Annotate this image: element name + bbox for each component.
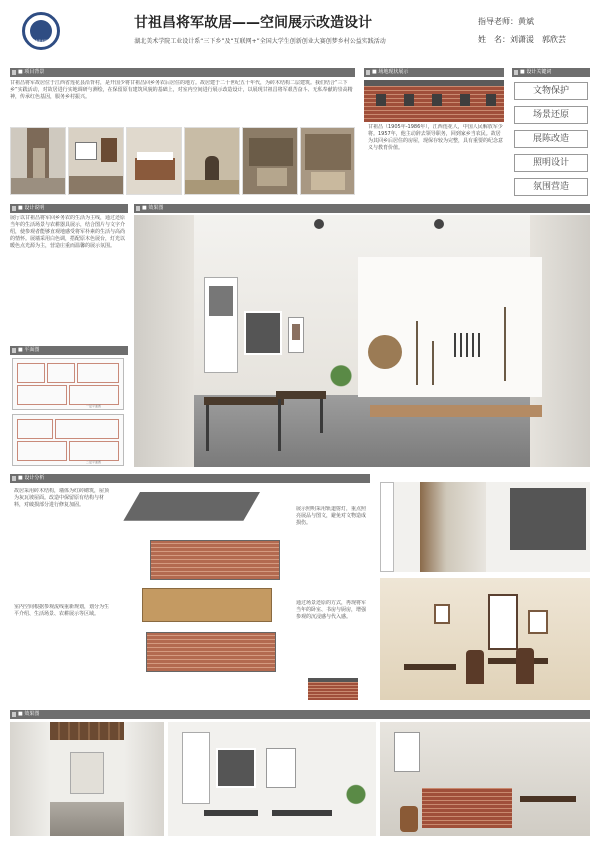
school-logo (22, 12, 60, 50)
concept-tag-4: 照明设计 (514, 154, 588, 172)
advisor-name: 黄斌 (518, 17, 534, 26)
photo-panel-1 (204, 277, 238, 373)
photo-panel-2 (244, 311, 282, 355)
woven-basket (368, 335, 402, 369)
display-case-panel (358, 257, 542, 397)
authors-label: 姓 名： (478, 35, 510, 44)
advisor-label: 指导老师： (478, 17, 518, 26)
render-kitchen-stove (380, 722, 590, 836)
render-portrait (380, 482, 590, 572)
floor-plan-1 (12, 358, 124, 410)
floor-plan-1-caption: 一层平面图 (86, 404, 102, 408)
section-background-header: ■ 项目背景 (10, 68, 355, 77)
design-text: 展厅以甘祖昌将军回乡务农的生活为主线，通过还原当年的生活场景与农耕器具展示，结合图片与文字介绍，使参观者能够直观地感受将军朴素的生活与高尚的情怀。展墙采用白色调，搭配原木色展台，灯光以暖色点光源为主，营造庄重而温馨的展示氛围。 (10, 215, 126, 249)
concept-tag-1: 文物保护 (514, 82, 588, 100)
render-study-room (380, 578, 590, 700)
concept-tag-5: 氛围营造 (514, 178, 588, 196)
display-table-2 (276, 391, 326, 399)
wooden-platform (370, 405, 542, 417)
house-thumbnail (308, 678, 358, 700)
section-current-header: ■ 场地现状展示 (364, 68, 504, 77)
photo-corridor (10, 127, 66, 195)
concept-tag-3: 展陈改造 (514, 130, 588, 148)
tool-set (454, 333, 484, 357)
advisor-line (478, 16, 534, 27)
analysis-text-1: 故居采用砖木结构，墙体为红砖砌筑，屋顶为灰瓦坡屋面。改造中保留原有结构与材料，对破损部分进行修复加固。 (14, 488, 110, 508)
section-concept-header: ■ 设计关键词 (512, 68, 590, 77)
tool-scythe (416, 321, 418, 385)
render-exhibit-wall (168, 722, 376, 836)
floor-plan-2-caption: 二层平面图 (86, 460, 102, 464)
photo-debris (242, 127, 298, 195)
page-title: 甘祖昌将军故居——空间展示改造设计 (134, 15, 372, 31)
analysis-text-3: 展示照明采用轨道射灯，重点照亮展品与图文，避免对文物造成损伤。 (296, 506, 367, 526)
background-text: 甘祖昌将军故居位于江西省莲花县沿背村，是开国少将甘祖昌回乡务农后居住的地方。故居建于二十世纪五十年代，为砖木结构二层建筑。我们结合“三下乡”实践活动，对故居进行实地调研与测绘，在保留原有建筑风貌的基础上，对室内空间进行展示改造设计，以展现甘祖昌将军艰苦奋斗、无私奉献的崇高精神，传承红色基因，服务乡村振兴。 (10, 80, 353, 100)
tool-hoe (432, 341, 434, 385)
potted-plant (330, 355, 352, 407)
section-effect-header: ■ 效果图 (134, 204, 590, 213)
tool-rake (504, 307, 506, 381)
page-subtitle: 湖北美术学院工业设计系“三下乡”及“互联网+”全国大学生创新创业大赛创梦乡村公益实践活动 (134, 38, 386, 45)
photo-worker (184, 127, 240, 195)
logo-text: 湖北美术学院 (31, 39, 50, 43)
section-design-header: ■ 设计说明 (10, 204, 128, 213)
exploded-upper-floor (150, 540, 280, 580)
section-analysis-header: ■ 设计分析 (10, 474, 370, 483)
photo-materials (300, 127, 355, 195)
concept-tag-2: 场景还原 (514, 106, 588, 124)
photo-panel-3 (288, 317, 304, 353)
analysis-text-2: 室内空间根据参观流线重新规划，划分为生平介绍、生活场景、农耕展示等区域。 (14, 604, 110, 617)
section-renders-header: ■ 效果图 (10, 710, 590, 719)
authors-names: 刘潇湲 郭欣芸 (510, 35, 566, 44)
exploded-ground-floor (146, 632, 276, 672)
analysis-text-4: 通过场景还原的方式，再现将军当年的卧室、书房与厨房，增强参观的沉浸感与代入感。 (296, 600, 367, 620)
current-text: 甘祖昌（1905年-1986年），江西莲花人，中国人民解放军少将。1957年，他主动辞去领导职务，回到家乡当农民。故居为其回乡后居住的房屋，现保存较为完整，具有重要的纪念意义与教育价值。 (368, 124, 504, 151)
photo-bedroom (126, 127, 182, 195)
photo-house-exterior (364, 80, 504, 122)
exploded-roof-layer (123, 492, 260, 521)
exploded-wood-floor (142, 588, 272, 622)
section-plan-header: ■ 平面图 (10, 346, 128, 355)
display-table-1 (204, 397, 284, 405)
authors-line (478, 34, 566, 45)
render-corridor (10, 722, 164, 836)
main-exhibition-render (134, 215, 590, 467)
photo-old-room (68, 127, 124, 195)
floor-plan-2 (12, 414, 124, 466)
